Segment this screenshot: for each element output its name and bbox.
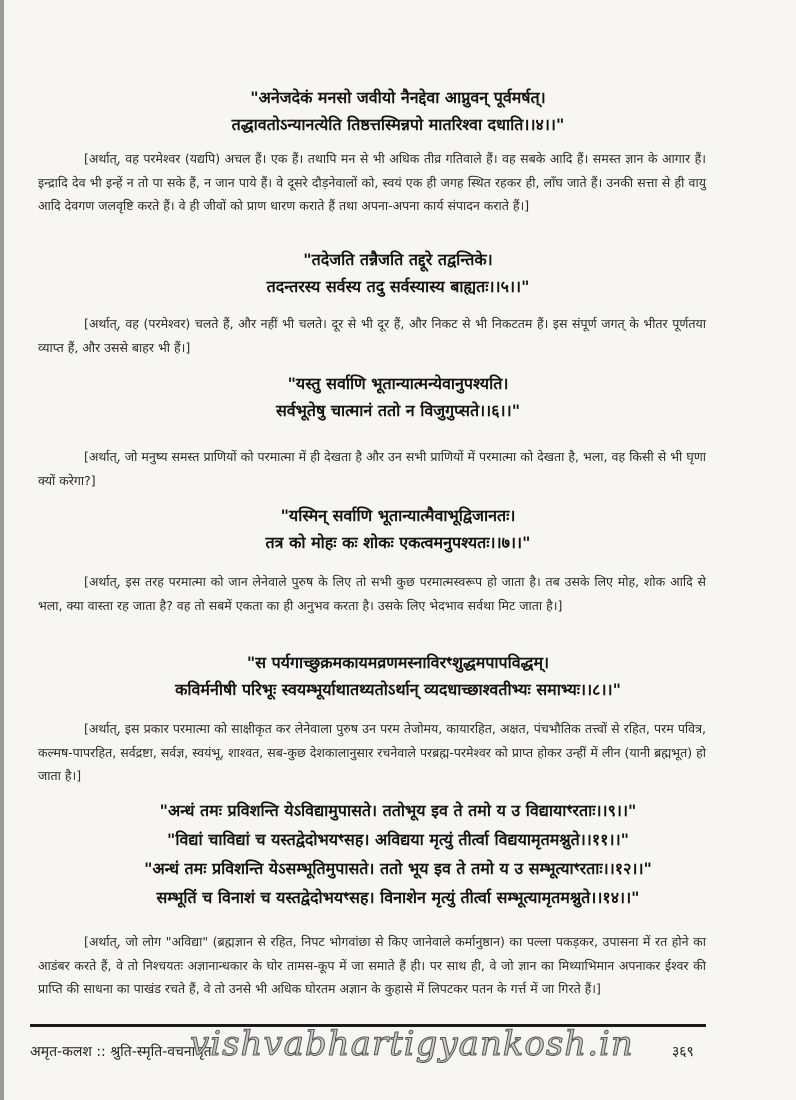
verse-line: "स पर्यगाच्छुक्रमकायमव्रणमस्नाविरꣳशुद्धमपापविद्धम्। bbox=[246, 653, 550, 672]
verse-6 bbox=[0, 370, 796, 424]
watermark: vishvabhartigyankosh.in bbox=[190, 1024, 634, 1064]
verse-line: "तदेजति तन्नैजति तद्दूरे तद्वन्तिके। bbox=[303, 250, 493, 269]
verses-9-14 bbox=[0, 796, 796, 912]
verse-line: "यस्तु सर्वाणि भूतान्यात्मन्येवानुपश्यति। bbox=[287, 374, 509, 393]
verse-line: "विद्यां चाविद्यां च यस्तद्वेदोभयꣳसह। अविद्यया मृत्युं तीर्त्वा विद्ययामृतमश्नुते।।११।।" bbox=[167, 830, 629, 849]
verse-line: "अन्धं तमः प्रविशन्ति येऽसम्भूतिमुपासते। ततो भूय इव ते तमो य उ सम्भूत्याꣳरताः।।१२।।" bbox=[144, 859, 652, 878]
verse-8 bbox=[0, 649, 796, 703]
commentary-7: [अर्थात्, इस तरह परमात्मा को जान लेनेवाले पुरुष के लिए तो सभी कुछ परमात्मस्वरूप हो जाता है। तब उसके लिए मोह, शोक आदि से भला, क्या वास्ता रह जाता है? वह तो सबमें एकता का ही अनुभव करता है। उसके लिए भेदभाव सर्वथा मिट जाता है।] bbox=[38, 574, 706, 613]
page-number: ३६९ bbox=[672, 1044, 694, 1060]
commentary-8: [अर्थात्, इस प्रकार परमात्मा को साक्षीकृत कर लेनेवाला पुरुष उन परम तेजोमय, कायारहित, अक्षत, पंचभौतिक तत्त्वों से रहित, परम पवित्र, कल्मष-पापरहित, सर्वद्रष्टा, सर्वज्ञ, स्वयंभू, शाश्वत, सब-कुछ देशकालानुसार रचनेवाले परब्रह्म-परमेश्वर को प्राप्त होकर उन्हीं में लीन (यानी ब्रह्मभूत) हो जाता है।] bbox=[38, 721, 706, 783]
verse-line: सर्वभूतेषु चात्मानं ततो न विजुगुप्सते।।६।।" bbox=[275, 401, 521, 420]
verse-line: "अन्धं तमः प्रविशन्ति येऽविद्यामुपासते। ततोभूय इव ते तमो य उ विद्यायाꣳरताः।।९।।" bbox=[159, 801, 637, 820]
verse-line: सम्भूतिं च विनाशं च यस्तद्वेदोभयꣳसह। विनाशेन मृत्युं तीर्त्वा सम्भूत्यामृतमश्नुते।।१४।।" bbox=[156, 888, 640, 907]
verse-4 bbox=[0, 84, 796, 138]
verse-line: तत्र को मोहः कः शोकः एकत्वमनुपश्यतः।।७।।" bbox=[265, 533, 531, 552]
commentary-5: [अर्थात्, वह (परमेश्वर) चलते हैं, और नहीं भी चलते। दूर से भी दूर हैं, और निकट से भी निकटतम हैं। इस संपूर्ण जगत् के भीतर पूर्णतया व्याप्त हैं, और उससे बाहर भी हैं।] bbox=[38, 316, 706, 355]
verse-line: "अनेजदेकं मनसो जवीयो नैनद्देवा आप्नुवन् पूर्वमर्षत्। bbox=[250, 88, 546, 107]
verse-line: तदन्तरस्य सर्वस्य तदु सर्वस्यास्य बाह्यतः।।५।।" bbox=[266, 277, 530, 296]
verse-line: "यस्मिन् सर्वाणि भूतान्यात्मैवाभूद्विजानतः। bbox=[280, 506, 516, 525]
commentary-4: [अर्थात्, वह परमेश्वर (यद्यपि) अचल हैं। एक हैं। तथापि मन से भी अधिक तीव्र गतिवाले हैं। वह सबके आदि हैं। समस्त ज्ञान के आगार हैं। इन्द्रादि देव भी इन्हें न तो पा सके हैं, न जान पाये हैं। वे दूसरे दौड़नेवालों को, स्वयं एक ही जगह स्थित रहकर ही, लाँघ जाते हैं। उनकी सत्ता से ही वायु आदि देवगण जलवृष्टि करते हैं। वे ही जीवों को प्राण धारण कराते हैं तथा अपना-अपना कार्य संपादन कराते हैं।] bbox=[38, 151, 706, 213]
verse-line: तद्धावतोऽन्यानत्येति तिष्ठत्तस्मिन्नपो मातरिश्वा दधाति।।४।।" bbox=[231, 115, 565, 134]
verse-5 bbox=[0, 246, 796, 300]
footer-title: अमृत-कलश :: श्रुति-स्मृति-वचनामृत bbox=[30, 1044, 212, 1060]
commentary-6: [अर्थात्, जो मनुष्य समस्त प्राणियों को परमात्मा में ही देखता है और उन सभी प्राणियों में परमात्मा को देखता है, भला, वह किसी से भी घृणा क्यों करेगा?] bbox=[38, 449, 706, 488]
commentary-9-14: [अर्थात्, जो लोग "अविद्या" (ब्रह्मज्ञान से रहित, निपट भोगवांछा से किए जानेवाले कर्मानुष्ठान) का पल्ला पकड़कर, उपासना में रत होने का आडंबर करते हैं, वे तो निश्चयतः अज्ञानान्धकार के घोर तामस-कूप में जा समाते हैं ही। पर साथ ही, वे जो ज्ञान का मिथ्याभिमान अपनाकर ईश्वर की प्राप्ति की साधना का पाखंड रचते हैं, वे तो उनसे भी अधिक घोरतम अज्ञान के कुहासे में लिपटकर पतन के गर्त्त में जा गिरते हैं।] bbox=[38, 934, 706, 996]
verse-line: कविर्मनीषी परिभूः स्वयम्भूर्याथातथ्यतोऽर्थान् व्यदधाच्छाश्वतीभ्यः समाभ्यः।।८।।" bbox=[175, 680, 621, 699]
verse-7 bbox=[0, 502, 796, 556]
